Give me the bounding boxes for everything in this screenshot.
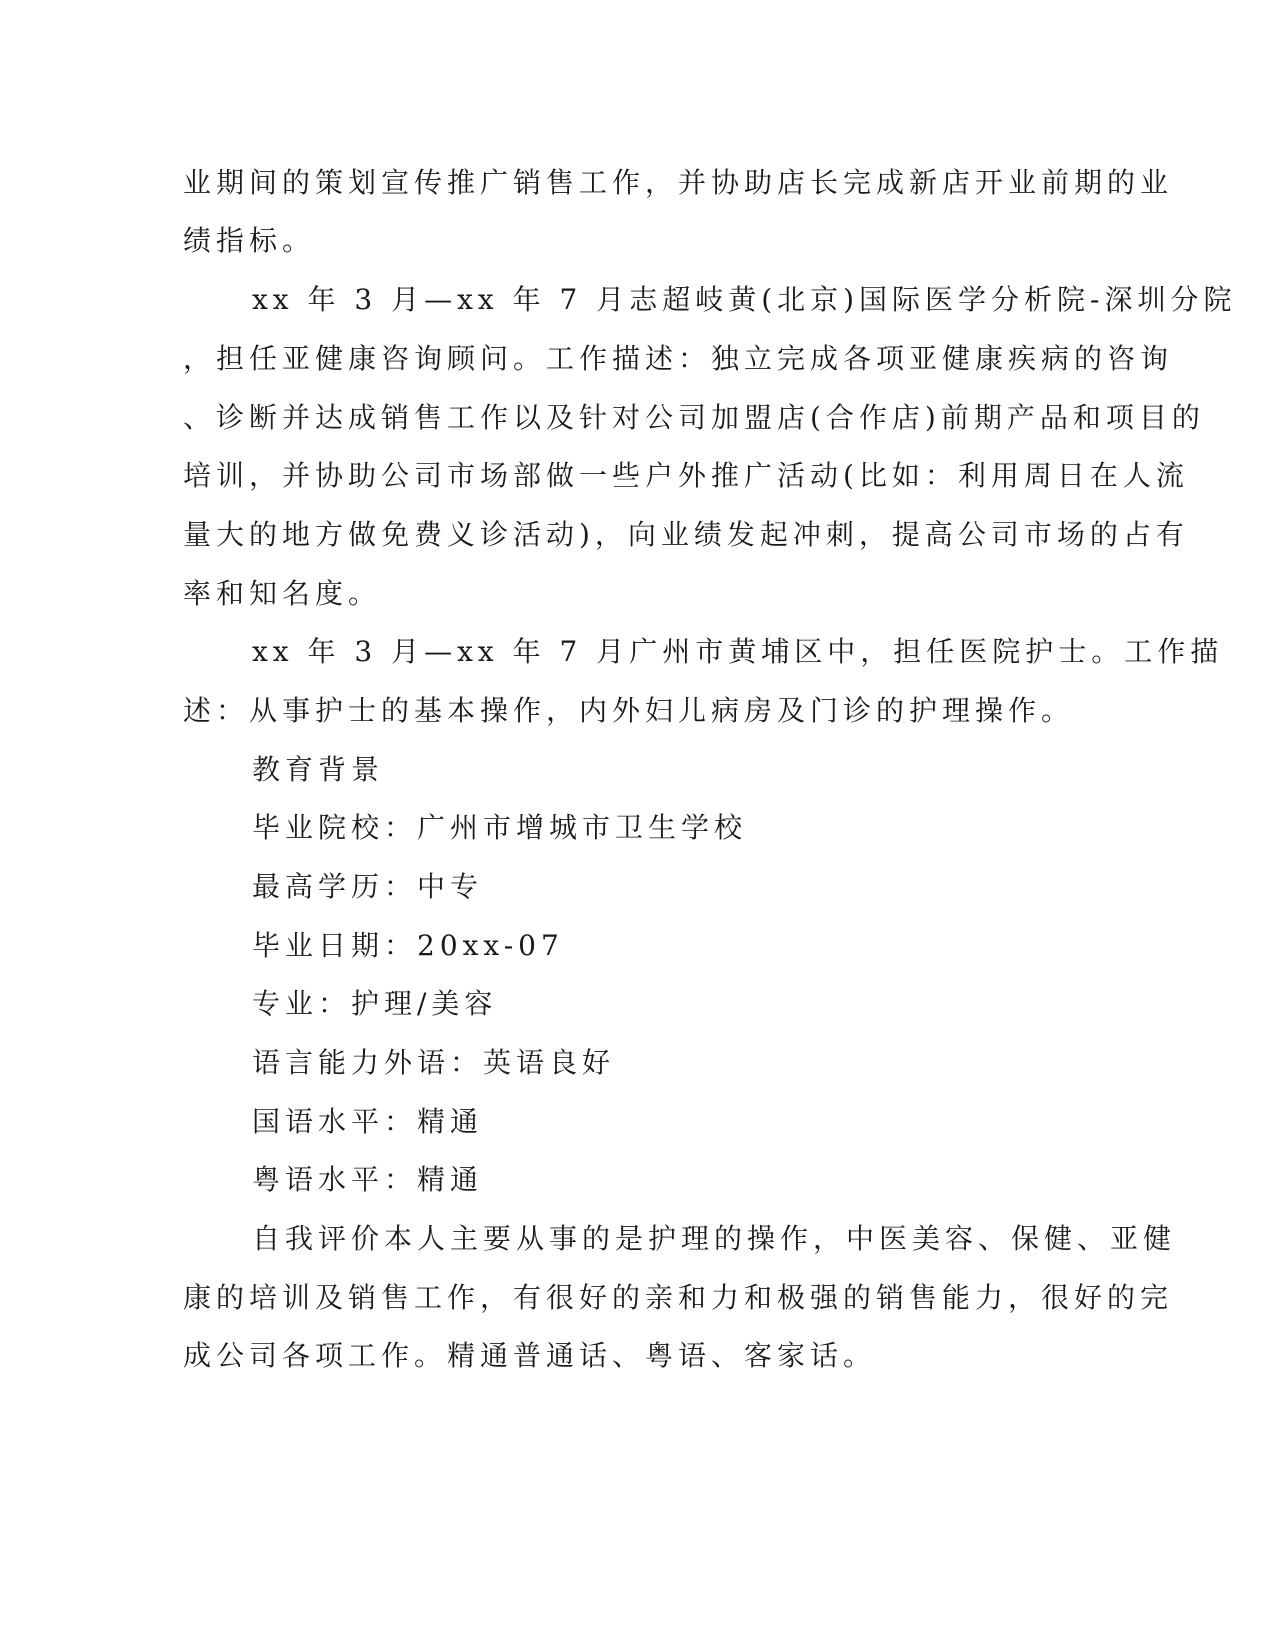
education-degree: 最高学历：中专 bbox=[252, 870, 484, 903]
self-evaluation-text-line: 康的培训及销售工作，有很好的亲和力和极强的销售能力，很好的完 bbox=[183, 1281, 1174, 1314]
job-entry-paragraph-start: xx 年 3 月—xx 年 7 月广州市黄埔区中，担任医院护士。工作描 bbox=[252, 635, 1224, 668]
education-school: 毕业院校：广州市增城市卫生学校 bbox=[252, 811, 748, 844]
job-entry-text-line: 量大的地方做免费义诊活动)，向业绩发起冲刺，提高公司市场的占有 bbox=[183, 518, 1189, 551]
language-mandarin: 国语水平：精通 bbox=[252, 1105, 484, 1138]
self-evaluation-text-line: 成公司各项工作。精通普通话、粤语、客家话。 bbox=[183, 1339, 877, 1372]
job-entry-text-line: 培训，并协助公司市场部做一些户外推广活动(比如：利用周日在人流 bbox=[183, 459, 1189, 492]
education-graduation-date: 毕业日期：20xx-07 bbox=[252, 929, 564, 962]
job-entry-text-line: 率和知名度。 bbox=[183, 577, 382, 610]
work-experience-text-line: 业期间的策划宣传推广销售工作，并协助店长完成新店开业前期的业 bbox=[183, 166, 1174, 199]
job-entry-text-line: 述：从事护士的基本操作，内外妇儿病房及门诊的护理操作。 bbox=[183, 694, 1075, 727]
education-heading: 教育背景 bbox=[252, 753, 385, 786]
language-cantonese: 粤语水平：精通 bbox=[252, 1163, 484, 1196]
education-major: 专业：护理/美容 bbox=[252, 987, 498, 1020]
work-experience-text-line: 绩指标。 bbox=[183, 224, 316, 257]
job-entry-paragraph-start: xx 年 3 月—xx 年 7 月志超岐黄(北京)国际医学分析院-深圳分院 bbox=[252, 283, 1237, 316]
language-foreign: 语言能力外语：英语良好 bbox=[252, 1046, 616, 1079]
self-evaluation-paragraph-start: 自我评价本人主要从事的是护理的操作，中医美容、保健、亚健 bbox=[252, 1222, 1177, 1255]
job-entry-text-line: ，担任亚健康咨询顾问。工作描述：独立完成各项亚健康疾病的咨询 bbox=[183, 342, 1174, 375]
job-entry-text-line: 、诊断并达成销售工作以及针对公司加盟店(合作店)前期产品和项目的 bbox=[183, 401, 1205, 434]
